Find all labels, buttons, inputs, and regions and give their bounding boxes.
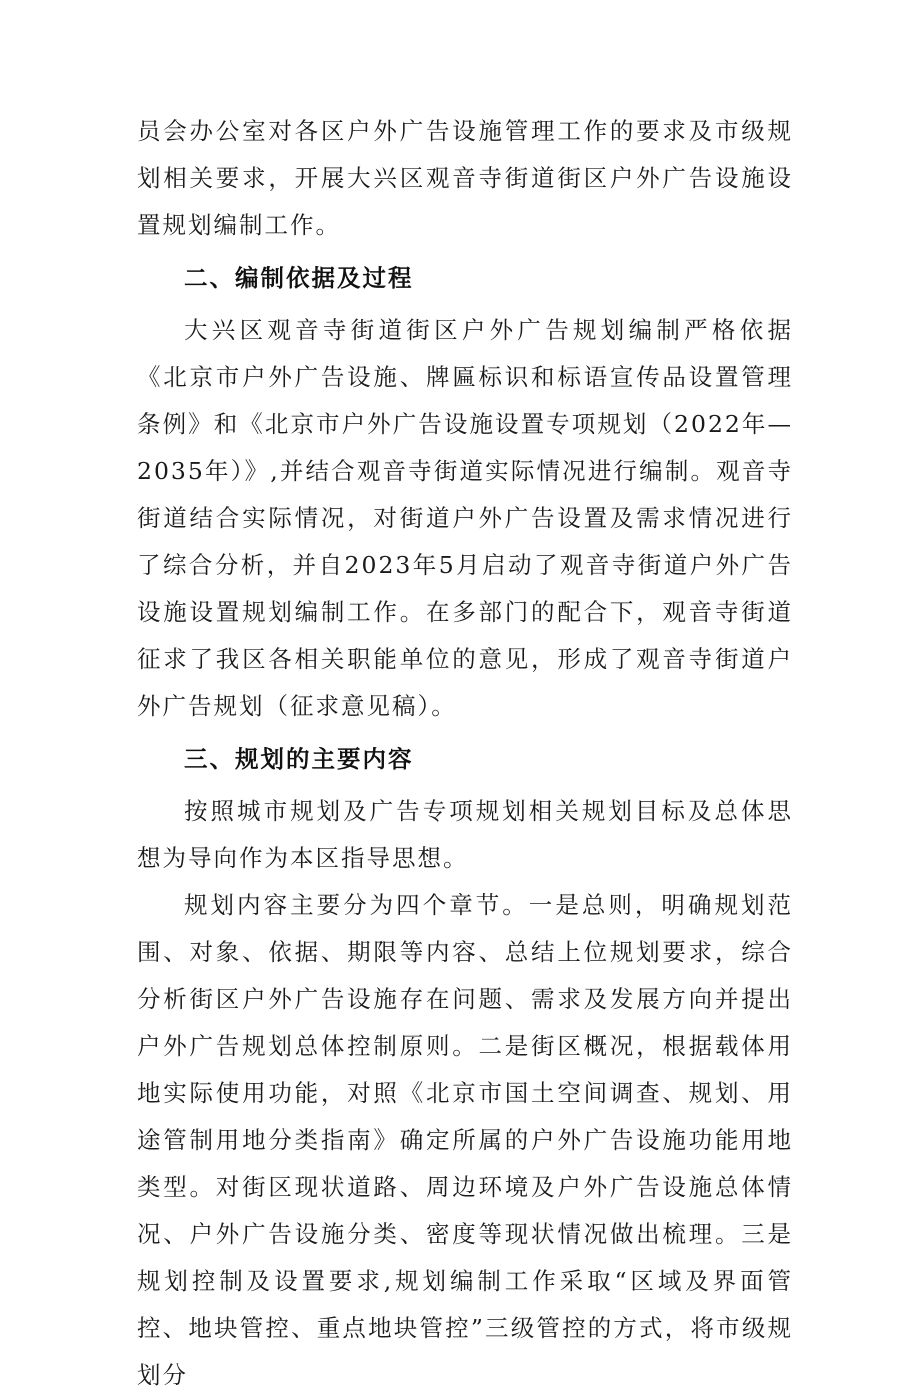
section-2-heading: 二、编制依据及过程: [184, 264, 414, 292]
section-3-paragraph: 按照城市规划及广告专项规划相关规划目标及总体思想为导向作为本区指导思想。: [137, 797, 793, 872]
section-2-paragraph: 大兴区观音寺街道街区户外广告规划编制严格依据《北京市户外广告设施、牌匾标识和标语宣传品设置管理条例》和《北京市户外广告设施设置专项规划（2022年—2035年）》,并结合观音寺街道实际情况进行编制。观音寺街道结合实际情况，对街道户外广告设置及需求情况进行了综合分析，并自2023年5月启动了观音寺街道户外广告设施设置规划编制工作。在多部门的配合下，观音寺街道征求了我区各相关职能单位的意见，形成了观音寺街道户外广告规划（征求意见稿）。: [137, 316, 793, 720]
document-body: [137, 108, 793, 1399]
section-3-paragraph: 规划内容主要分为四个章节。一是总则，明确规划范围、对象、依据、期限等内容、总结上位规划要求，综合分析街区户外广告设施存在问题、需求及发展方向并提出户外广告规划总体控制原则。二是街区概况，根据载体用地实际使用功能，对照《北京市国土空间调查、规划、用途管制用地分类指南》确定所属的户外广告设施功能用地类型。对街区现状道路、周边环境及户外广告设施总体情况、户外广告设施分类、密度等现状情况做出梳理。三是规划控制及设置要求,规划编制工作采取“区域及界面管控、地块管控、重点地块管控”三级管控的方式，将市级规划分: [137, 891, 793, 1389]
section-3-heading: 三、规划的主要内容: [184, 745, 414, 773]
intro-continuation-paragraph: 员会办公室对各区户外广告设施管理工作的要求及市级规划相关要求，开展大兴区观音寺街道街区户外广告设施设置规划编制工作。: [137, 117, 793, 239]
